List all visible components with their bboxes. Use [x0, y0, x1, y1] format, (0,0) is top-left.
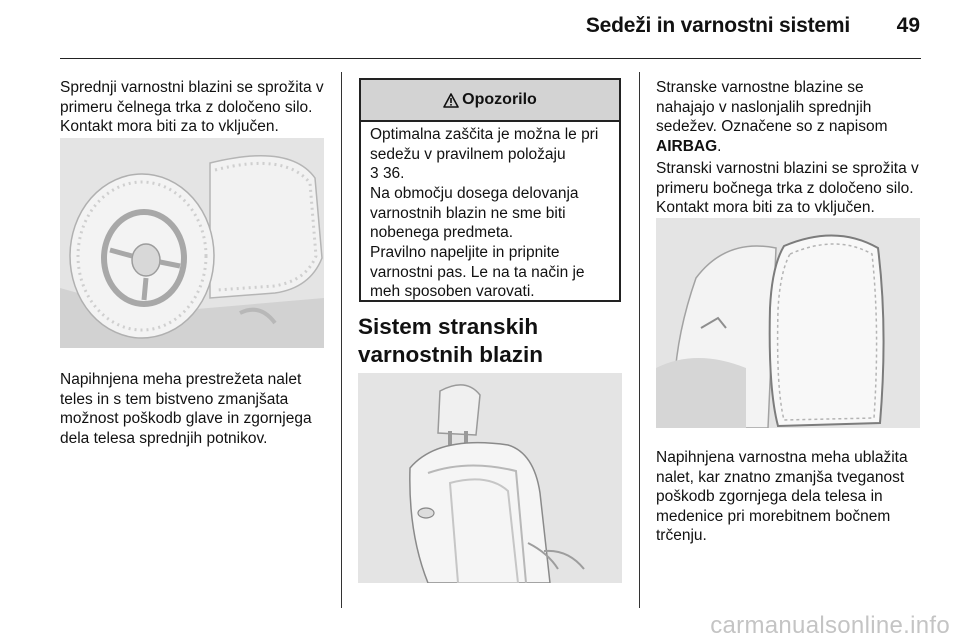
seat-side-airbag-illustration	[358, 373, 622, 583]
warning-paragraph-3: Pravilno napeljite in pripnite varnostni pas. Le na ta način je meh sposoben varovati.	[370, 244, 585, 300]
deployed-side-airbag-illustration	[656, 218, 920, 428]
header-rule	[60, 58, 921, 59]
front-airbags-drawing	[60, 138, 324, 348]
side-airbag-effect-paragraph: Napihnjena varnostna meha ublažita nalet, kar znatno zmanjša tveganost poškodb zgornjega dela telesa in medenice pri morebitnem bočnem trčenju.	[656, 449, 908, 544]
front-airbag-intro-paragraph: Sprednji varnostni blazini se sprožita v primeru čelnega trka z določeno silo. Kontakt mora biti za to vključen.	[60, 79, 324, 135]
seat-drawing	[358, 373, 622, 583]
watermark: carmanualsonline.info	[710, 612, 950, 639]
column-separator-1	[341, 72, 342, 608]
warning-box	[359, 78, 621, 302]
warning-paragraph-2: Na območju dosega delovanja varnostnih blazin ne sme biti nobenega predmeta.	[370, 185, 579, 241]
page-reference-number: 36.	[382, 165, 405, 182]
front-airbag-effect-paragraph: Napihnjena meha prestrežeta nalet teles in s tem bistveno zmanjšata možnost poškodb glave in zgornjega dela telesa sprednjih potnikov.	[60, 371, 312, 447]
page-reference-symbol: 3	[370, 165, 379, 182]
warning-paragraph-1	[370, 125, 616, 184]
side-airbag-location-end: .	[717, 137, 722, 155]
side-airbag-drawing	[656, 218, 920, 428]
page-header-title: Sedeži in varnostni sistemi	[585, 14, 850, 37]
warning-paragraph-1-text: Optimalna zaščita je možna le pri sedežu v pravilnem položaju	[370, 126, 599, 163]
section-heading: Sistem stranskih varnostnih blazin	[358, 314, 544, 367]
warning-heading: Opozorilo	[462, 91, 537, 108]
warning-triangle-icon	[443, 93, 459, 108]
side-airbag-location-text: Stranske varnostne blazine se nahajajo v naslonjalih sprednjih sedežev. Označene so z napisom	[656, 79, 888, 135]
front-airbags-illustration	[60, 138, 324, 348]
side-airbag-deploy-paragraph: Stranski varnostni blazini se sprožita v primeru bočnega trka z določeno silo. Kontakt mora biti za to vključen.	[656, 160, 919, 216]
column-separator-2	[639, 72, 640, 608]
warning-header	[361, 80, 619, 122]
airbag-label: AIRBAG	[656, 137, 718, 155]
page-number: 49	[896, 14, 920, 37]
side-airbag-location-paragraph	[656, 78, 924, 156]
